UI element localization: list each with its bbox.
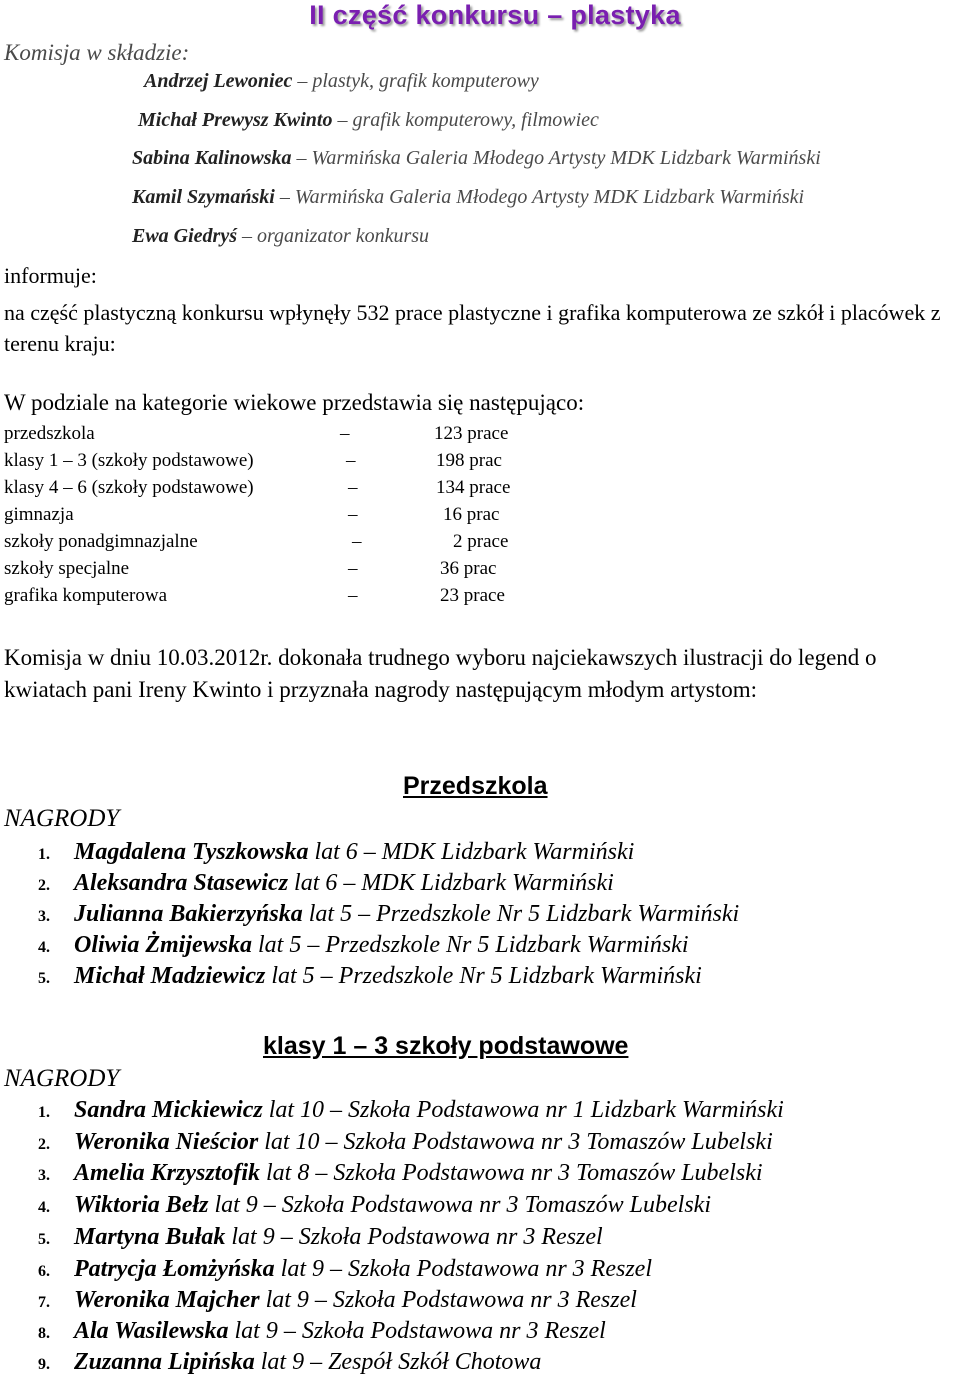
member-name: Kamil Szymański [132,186,275,208]
award-winner: Martyna Bułak [74,1224,226,1250]
category-count: 23 prace [440,585,505,606]
member-role: – Warmińska Galeria Młodego Artysty MDK Lidzbark Warmiński [291,147,821,169]
award-number: 7. [38,1294,50,1311]
category-name: klasy 4 – 6 (szkoły podstawowe) [4,477,254,498]
committee-label: Komisja w składzie: [4,40,190,65]
committee-member [144,70,539,93]
category-dash: – [348,504,358,525]
award-item [38,932,688,959]
award-item [38,1160,763,1187]
award-winner: Patrycja Łomżyńska [74,1256,275,1282]
category-dash: – [348,585,358,606]
award-item [38,901,739,928]
document-title: II część konkursu – plastyka [309,0,681,30]
award-winner: Michał Madziewicz [74,963,266,989]
category-count: 198 prac [436,450,502,471]
award-item [38,1349,541,1376]
award-details: lat 6 – MDK Lidzbark Warmiński [288,870,614,896]
award-item [38,839,634,866]
award-item [38,1318,606,1345]
award-number: 1. [38,846,50,863]
award-details: lat 9 – Szkoła Podstawowa nr 3 Reszel [225,1224,603,1250]
award-winner: Weronika Nieścior [74,1129,259,1155]
award-number: 6. [38,1263,50,1280]
category-count: 134 prace [436,477,511,498]
award-number: 2. [38,1136,50,1153]
committee-member [132,186,804,209]
award-number: 3. [38,908,50,925]
award-details: lat 5 – Przedszkole Nr 5 Lidzbark Warmiński [252,932,689,958]
category-name: gimnazja [4,504,74,525]
division-label: W podziale na kategorie wiekowe przedstawia się następująco: [4,390,585,415]
award-winner: Ala Wasilewska [74,1318,229,1344]
award-details: lat 5 – Przedszkole Nr 5 Lidzbark Warmiński [265,963,702,989]
category-name: przedszkola [4,423,95,444]
committee-member [132,147,821,170]
decision-text: Komisja w dniu 10.03.2012r. dokonała trudnego wyboru najciekawszych ilustracji do legend o kwiatach pani Ireny Kwinto i przyznała nagrody następującym młodym artystom: [4,645,877,702]
committee-member [132,225,429,248]
award-details: lat 5 – Przedszkole Nr 5 Lidzbark Warmiński [302,901,740,927]
member-role: – plastyk, grafik komputerowy [292,70,539,92]
award-details: lat 9 – Szkoła Podstawowa nr 3 Reszel [259,1287,637,1313]
award-winner: Zuzanna Lipińska [74,1349,255,1375]
award-winner: Julianna Bakierzyńska [74,901,303,927]
award-details: lat 9 – Szkoła Podstawowa nr 3 Reszel [274,1256,652,1282]
award-winner: Amelia Krzysztofik [74,1160,261,1186]
award-details: lat 8 – Szkoła Podstawowa nr 3 Tomaszów Lubelski [260,1160,763,1186]
category-count: 123 prace [434,423,509,444]
award-details: lat 10 – Szkoła Podstawowa nr 1 Lidzbark Warmiński [262,1097,784,1123]
member-name: Michał Prewysz Kwinto [138,109,333,131]
category-dash: – [352,531,362,552]
informs-label: informuje: [4,263,97,288]
award-item [38,1097,784,1124]
member-name: Andrzej Lewoniec [144,70,293,92]
award-number: 3. [38,1167,50,1184]
award-number: 4. [38,1199,50,1216]
awards-label: NAGRODY [4,1065,120,1092]
section-heading: klasy 1 – 3 szkoły podstawowe [263,1032,629,1060]
category-dash: – [346,450,356,471]
category-name: szkoły specjalne [4,558,130,579]
award-number: 2. [38,877,50,894]
award-number: 9. [38,1356,50,1373]
award-item [38,870,614,897]
award-winner: Oliwia Żmijewska [74,932,253,958]
member-role: – organizator konkursu [237,225,430,247]
award-item [38,1287,637,1314]
category-dash: – [348,558,358,579]
award-number: 5. [38,970,50,987]
award-item [38,1192,711,1219]
award-number: 8. [38,1325,50,1342]
member-name: Sabina Kalinowska [132,147,292,169]
award-winner: Wiktoria Bełz [74,1192,209,1218]
member-role: – grafik komputerowy, filmowiec [332,109,599,131]
award-item [38,1224,603,1251]
award-details: lat 9 – Szkoła Podstawowa nr 3 Tomaszów Lubelski [208,1192,711,1218]
award-details: lat 10 – Szkoła Podstawowa nr 3 Tomaszów Lubelski [258,1129,773,1155]
committee-member [138,109,599,132]
category-dash: – [348,477,358,498]
category-count: 36 prac [440,558,497,579]
award-number: 5. [38,1231,50,1248]
award-winner: Aleksandra Stasewicz [74,870,289,896]
category-dash: – [340,423,350,444]
award-number: 1. [38,1104,50,1121]
award-winner: Magdalena Tyszkowska [74,839,309,865]
category-name: grafika komputerowa [4,585,168,606]
award-item [38,1129,773,1156]
award-winner: Weronika Majcher [74,1287,260,1313]
award-details: lat 9 – Zespół Szkół Chotowa [254,1349,542,1375]
intro-text: na część plastyczną konkursu wpłynęły 532 prace plastyczne i grafika komputerowa ze szkół i placówek z terenu kraju: [4,300,941,356]
section-heading: Przedszkola [403,772,548,800]
award-details: lat 9 – Szkoła Podstawowa nr 3 Reszel [228,1318,606,1344]
member-name: Ewa Giedryś [132,225,237,247]
category-name: klasy 1 – 3 (szkoły podstawowe) [4,450,254,471]
category-name: szkoły ponadgimnazjalne [4,531,198,552]
member-role: – Warmińska Galeria Młodego Artysty MDK Lidzbark Warmiński [274,186,805,208]
award-item [38,1256,652,1283]
award-winner: Sandra Mickiewicz [74,1097,263,1123]
award-item [38,963,702,990]
award-number: 4. [38,939,50,956]
awards-label: NAGRODY [4,805,120,832]
award-details: lat 6 – MDK Lidzbark Warmiński [308,839,635,865]
category-count: 2 prace [453,531,509,552]
category-count: 16 prac [443,504,500,525]
